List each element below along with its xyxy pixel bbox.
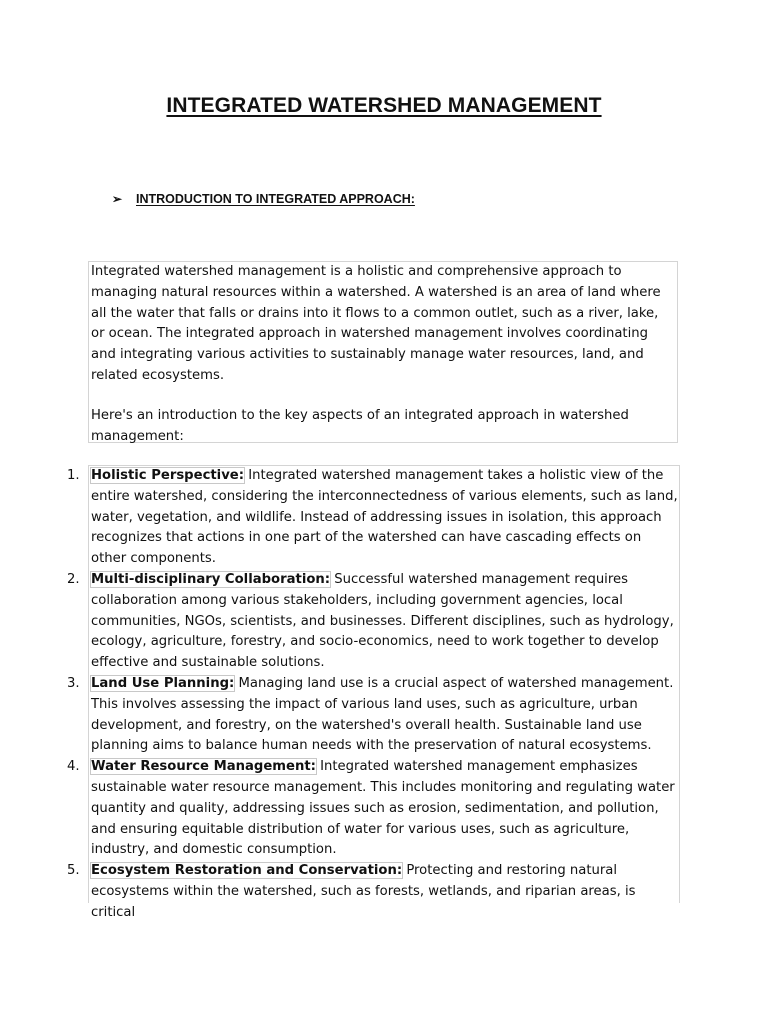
list-item xyxy=(89,757,679,861)
list-item-number: 1. xyxy=(67,468,80,483)
list-item-text-wrap xyxy=(91,676,673,753)
list-item-number: 3. xyxy=(67,675,80,691)
list-item-description: Integrated watershed management takes a holistic view of the entire watershed, considering the interconnectedness of various elements, such as land, water, vegetation, and wildlife. Instead of addressing issues in isolation, this approach recognizes that actions in one part of the watershed can have cascading effects on other components. xyxy=(91,468,678,567)
list-item-text-wrap xyxy=(91,863,636,920)
list-item-term: Holistic Perspective: xyxy=(91,468,245,483)
key-aspects-clip xyxy=(89,466,679,920)
list-item xyxy=(89,466,679,570)
list-item-text-wrap xyxy=(91,759,675,857)
key-aspects-box xyxy=(67,465,680,920)
section-heading-text: INTRODUCTION TO INTEGRATED APPROACH: xyxy=(136,192,415,206)
list-item-number: 5. xyxy=(67,863,80,879)
list-item xyxy=(89,570,679,674)
list-item-description: Managing land use is a crucial aspect of watershed management. This involves assessing the impact of various land uses, such as agriculture, urban development, and forestry, on the watershed's overall health. Sustainable land use planning aims to balance human needs with the preservation of natural ecosystems. xyxy=(91,675,674,754)
list-item-description: Successful watershed management requires collaboration among various stakeholders, including government agencies, local communities, NGOs, scientists, and businesses. Different disciplines, such as hydrology, ecology, agriculture, forestry, and socio-economics, need to work together to develop effective and sustainable solutions. xyxy=(91,571,674,671)
key-aspects-list xyxy=(89,466,679,924)
list-item-term: Ecosystem Restoration and Conservation: xyxy=(91,863,403,879)
list-item xyxy=(89,674,679,757)
list-item-term: Land Use Planning: xyxy=(91,675,235,691)
list-item-term: Multi-disciplinary Collaboration: xyxy=(91,571,331,587)
section-heading xyxy=(112,192,415,206)
intro-text-box xyxy=(88,261,678,443)
list-item-number: 4. xyxy=(67,759,80,775)
list-item-term: Water Resource Management: xyxy=(91,759,316,775)
list-item xyxy=(89,861,679,923)
document-title: INTEGRATED WATERSHED MANAGEMENT xyxy=(166,94,602,117)
list-item-description: Integrated watershed management emphasizes sustainable water resource management. This includes monitoring and regulating water quantity and quality, addressing issues such as erosion, sedimentation, and pollution, and ensuring equitable distribution of water for various uses, such as agriculture, industry, and domestic consumption. xyxy=(91,759,675,858)
list-item-description: Protecting and restoring natural ecosystems within the watershed, such as forests, wetlands, and riparian areas, is critical xyxy=(91,863,636,920)
arrow-bullet-icon: ➢ xyxy=(112,192,123,206)
list-item-text-wrap xyxy=(91,572,674,670)
list-item-text-wrap xyxy=(91,468,678,566)
list-item-number: 2. xyxy=(67,571,80,587)
intro-paragraph: Here's an introduction to the key aspects of an integrated approach in watershed management: xyxy=(91,407,629,444)
intro-paragraph: Integrated watershed management is a holistic and comprehensive approach to managing natural resources within a watershed. A watershed is an area of land where all the water that falls or drains into it flows to a common outlet, such as a river, lake, or ocean. The integrated approach in watershed management involves coordinating and integrating various activities to sustainably manage water resources, land, and related ecosystems. xyxy=(91,264,661,383)
